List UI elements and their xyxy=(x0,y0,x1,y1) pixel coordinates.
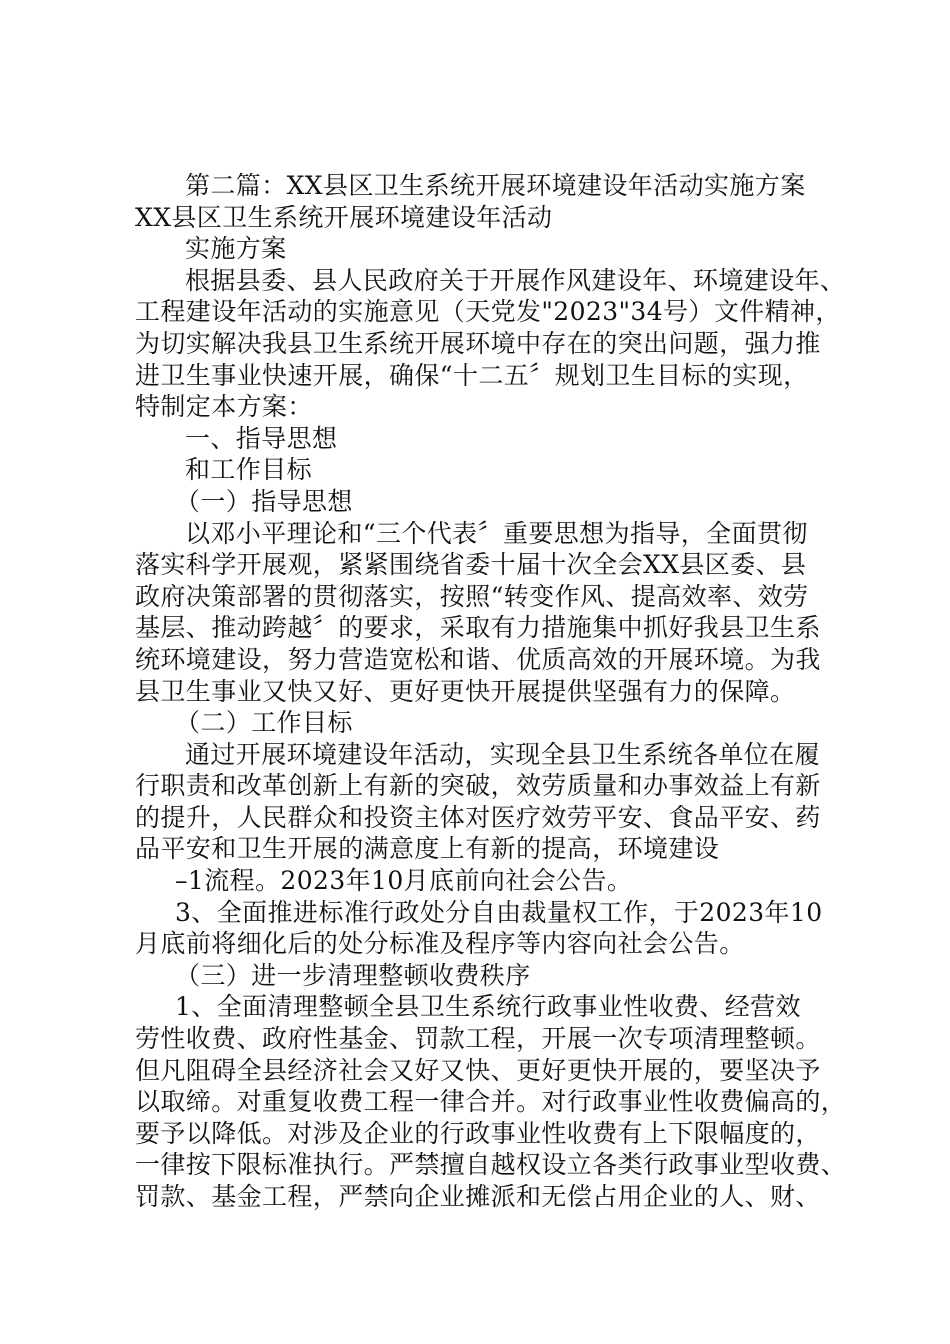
section-heading: 一、指导思想 xyxy=(185,423,338,453)
document-body xyxy=(135,170,847,1213)
section-heading: 和工作目标 xyxy=(185,455,313,485)
subsection-heading: （二）工作目标 xyxy=(175,708,353,738)
paragraph-line: 行职责和改革创新上有新的突破，效劳质量和办事效益上有新 xyxy=(135,771,821,801)
paragraph-line: 一律按下限标准执行。严禁擅自越权设立各类行政事业型收费、 xyxy=(135,1150,847,1180)
subsection-heading: （三）进一步清理整顿收费秩序 xyxy=(175,960,531,990)
paragraph-line: 统环境建设，努力营造宽松和谐、优质高效的开展环境。为我 xyxy=(135,644,821,674)
paragraph-line: 根据县委、县人民政府关于开展作风建设年、环境建设年、 xyxy=(185,265,846,295)
subtitle-line: 实施方案 xyxy=(185,234,287,264)
paragraph-line: 为切实解决我县卫生系统开展环境中存在的突出问题，强力推 xyxy=(135,328,821,358)
paragraph-line: 但凡阻碍全县经济社会又好又快、更好更快开展的，要坚决予 xyxy=(135,1055,821,1085)
paragraph-line: 落实科学开展观，紧紧围绕省委十届十次全会XX县区委、县 xyxy=(135,550,807,580)
paragraph-line: 通过开展环境建设年活动，实现全县卫生系统各单位在履 xyxy=(185,739,821,769)
paragraph-line: 进卫生事业快速开展，确保“十二五〞规划卫生目标的实现， xyxy=(135,360,809,390)
paragraph-line: 政府决策部署的贯彻落实，按照“转变作风、提高效率、效劳 xyxy=(135,581,809,611)
paragraph-line: 品平安和卫生开展的满意度上有新的提高，环境建设 xyxy=(135,834,720,864)
paragraph-line: 工程建设年活动的实施意见（天党发"2023"34号）文件精神， xyxy=(135,297,841,327)
paragraph-line: 月底前将细化后的处分标准及程序等内容向社会公告。 xyxy=(135,929,745,959)
paragraph-line: 以取缔。对重复收费工程一律合并。对行政事业性收费偏高的， xyxy=(135,1087,847,1117)
paragraph-line: 的提升，人民群众和投资主体对医疗效劳平安、食品平安、药 xyxy=(135,802,821,832)
paragraph-line: 以邓小平理论和“三个代表〞重要思想为指导，全面贯彻 xyxy=(185,518,808,548)
paragraph-line: 要予以降低。对涉及企业的行政事业性收费有上下限幅度的， xyxy=(135,1118,821,1148)
subsection-heading: （一）指导思想 xyxy=(175,486,353,516)
paragraph-line: 县卫生事业又快又好、更好更快开展提供坚强有力的保障。 xyxy=(135,676,796,706)
paragraph-line: 基层、推动跨越〞的要求，采取有力措施集中抓好我县卫生系 xyxy=(135,613,821,643)
paragraph-line: 1、全面清理整顿全县卫生系统行政事业性收费、经营效 xyxy=(175,992,801,1022)
paragraph-line: 劳性收费、政府性基金、罚款工程，开展一次专项清理整顿。 xyxy=(135,1024,821,1054)
paragraph-line: 特制定本方案： xyxy=(135,392,313,422)
paragraph-line: –1流程。2023年10月底前向社会公告。 xyxy=(175,866,633,896)
paragraph-line: 3、全面推进标准行政处分自由裁量权工作，于2023年10 xyxy=(175,897,823,927)
paragraph-line: 罚款、基金工程，严禁向企业摊派和无偿占用企业的人、财、 xyxy=(135,1182,821,1211)
subtitle-line: XX县区卫生系统开展环境建设年活动 xyxy=(135,202,553,232)
heading-line: 第二篇：XX县区卫生系统开展环境建设年活动实施方案 xyxy=(185,171,806,200)
